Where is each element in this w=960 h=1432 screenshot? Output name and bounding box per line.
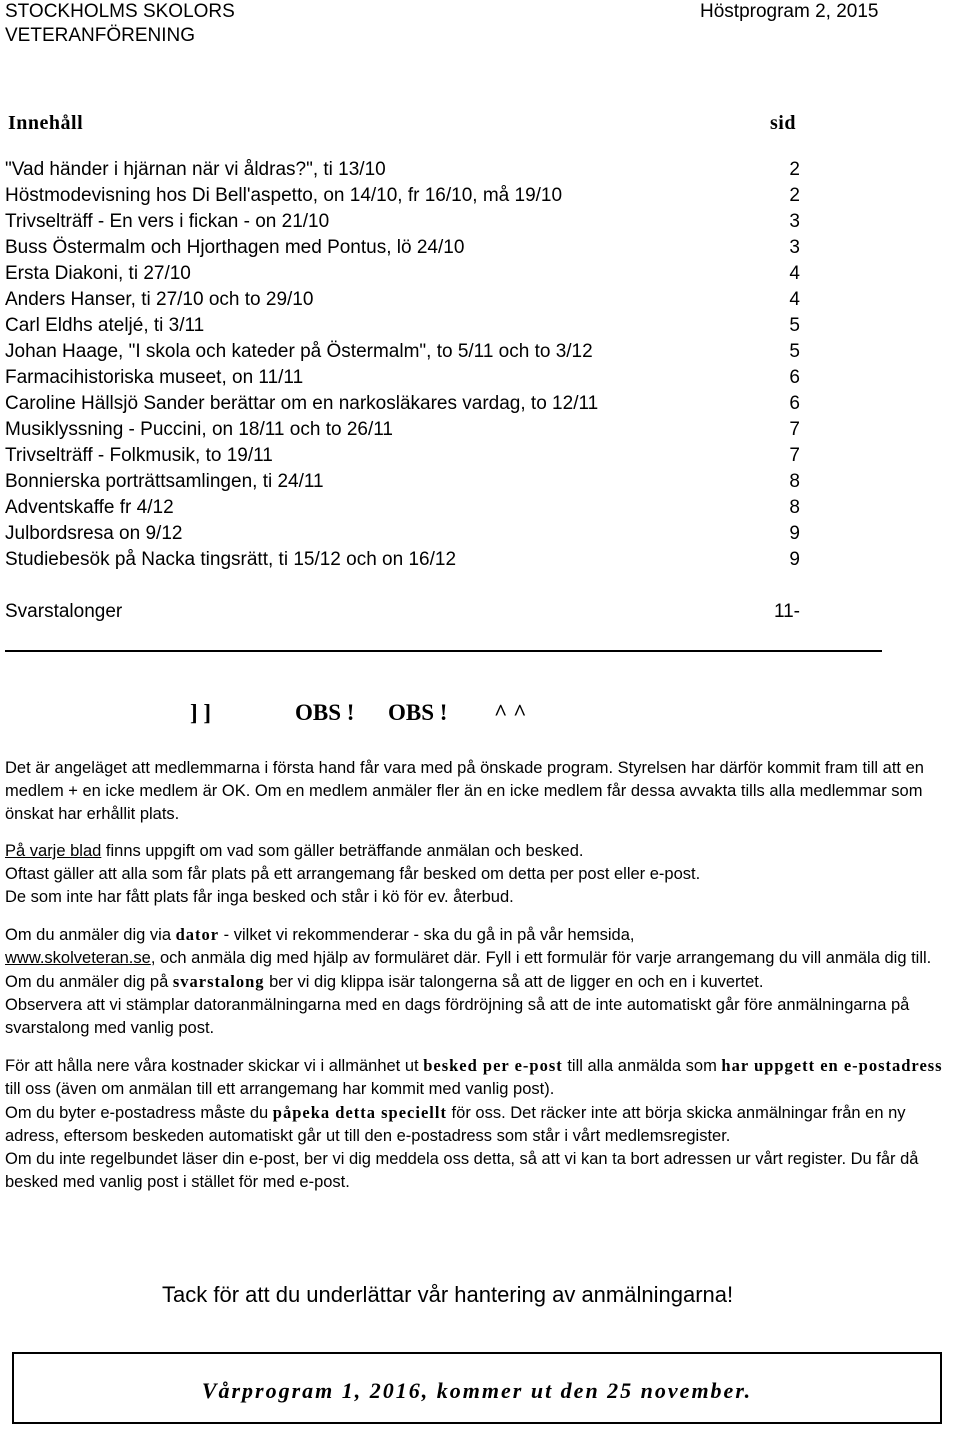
toc-title: Trivselträff - Folkmusik, to 19/11 — [5, 445, 273, 466]
toc-page: 8 — [789, 471, 800, 492]
paragraph-epost — [5, 1054, 960, 1101]
text-span: Om du byter e-postadress måste du — [5, 1104, 273, 1122]
toc-title: Buss Östermalm och Hjorthagen med Pontus, lö 24/10 — [5, 237, 465, 258]
toc-row — [5, 183, 800, 209]
toc-title: Svarstalonger — [5, 601, 123, 622]
toc-title: "Vad händer i hjärnan när vi åldras?", ti 13/10 — [5, 159, 386, 180]
toc-page: 6 — [789, 367, 800, 388]
table-of-contents — [5, 157, 800, 625]
toc-row — [5, 287, 800, 313]
text-span: till oss (även om anmälan till ett arrangemang har kommit med vanlig post). — [5, 1080, 555, 1098]
toc-row — [5, 547, 800, 573]
toc-page: 3 — [789, 237, 800, 258]
paragraph-las-epost: Om du inte regelbundet läser din e-post, ber vi dig meddela oss detta, så att vi kan ta bort adressen ur vårt register. Du får då besked med vanlig post i stället för med e-post. — [5, 1150, 919, 1191]
toc-page: 2 — [789, 185, 800, 206]
underlined-phrase: På varje blad — [5, 842, 102, 860]
toc-title: Höstmodevisning hos Di Bell'aspetto, on 14/10, fr 16/10, må 19/10 — [5, 185, 563, 206]
toc-heading: Innehåll — [8, 112, 84, 134]
toc-page: 3 — [789, 211, 800, 232]
toc-page: 5 — [789, 341, 800, 362]
toc-title: Ersta Diakoni, ti 27/10 — [5, 263, 191, 284]
toc-page: 9 — [789, 523, 800, 544]
toc-page: 11- — [773, 601, 800, 622]
toc-row — [5, 209, 800, 235]
text-span: - vilket vi rekommenderar - ska du gå in på vår hemsida, — [219, 926, 635, 944]
toc-page: 5 — [789, 315, 800, 336]
bold-phrase: har uppgett en e-postadress — [721, 1056, 943, 1075]
toc-title: Carl Eldhs ateljé, ti 3/11 — [5, 315, 205, 336]
paragraph-dator — [5, 923, 960, 970]
org-name-line1: STOCKHOLMS SKOLORS — [5, 1, 235, 22]
obs-right-marks: ^ ^ — [494, 700, 527, 725]
toc-page: 2 — [789, 159, 800, 180]
announcement-box — [12, 1352, 942, 1424]
toc-title: Adventskaffe fr 4/12 — [5, 497, 174, 518]
toc-row — [5, 469, 800, 495]
toc-page-heading: sid — [770, 112, 796, 134]
text-span: Om du anmäler dig via — [5, 926, 176, 944]
bold-phrase: svarstalong — [172, 972, 265, 991]
paragraph-priority: Det är angeläget att medlemmarna i första hand får vara med på önskade program. Styrelsen har därför kommit fram till att en medlem + en icke medlem är OK. Om en medlem anmäler fler än en icke medlem får dessa avvakta tills alla medlemmar som önskat har erhållit plats. — [5, 759, 924, 823]
paragraph-svarstalong — [5, 970, 960, 994]
bold-phrase: dator — [175, 925, 220, 944]
toc-row — [5, 313, 800, 339]
paragraph-besked-l3: De som inte har fått plats får inga besked och står i kö för ev. återbud. — [5, 888, 514, 906]
info-text — [5, 757, 960, 1194]
toc-row — [5, 261, 800, 287]
text-span: Om du anmäler dig på — [5, 973, 173, 991]
toc-row-svarstalonger — [5, 599, 800, 625]
toc-title: Farmacihistoriska museet, on 11/11 — [5, 367, 304, 388]
toc-title: Musiklyssning - Puccini, on 18/11 och to 26/11 — [5, 419, 393, 440]
org-name-line2: VETERANFÖRENING — [5, 25, 196, 46]
toc-page: 9 — [789, 549, 800, 570]
toc-page: 4 — [789, 263, 800, 284]
paragraph-besked — [5, 840, 960, 863]
paragraph-byter-epost — [5, 1101, 960, 1148]
toc-title: Anders Hanser, ti 27/10 och to 29/10 — [5, 289, 314, 310]
obs-left-marks: ] ] — [190, 700, 212, 725]
toc-title: Caroline Hällsjö Sander berättar om en narkosläkares vardag, to 12/11 — [5, 393, 599, 414]
toc-title: Johan Haage, "I skola och kateder på Östermalm", to 5/11 och to 3/12 — [5, 341, 593, 362]
website-link[interactable]: www.skolveteran.se — [5, 949, 151, 967]
thanks-line: Tack för att du underlättar vår hantering av anmälningarna! — [162, 1282, 734, 1307]
program-title: Höstprogram 2, 2015 — [700, 1, 879, 22]
obs-label-1: OBS ! — [295, 700, 355, 725]
toc-page: 7 — [789, 419, 800, 440]
text-span: finns uppgift om vad som gäller beträffande anmälan och besked. — [101, 842, 584, 860]
text-span: till alla anmälda som — [562, 1057, 722, 1075]
toc-row — [5, 235, 800, 261]
toc-page: 6 — [789, 393, 800, 414]
bold-phrase: besked per e-post — [423, 1056, 563, 1075]
toc-row — [5, 157, 800, 183]
paragraph-observera: Observera att vi stämplar datoranmälningarna med en dags fördröjning så att de inte automatiskt går före anmälningarna på svarstalong med vanlig post. — [5, 996, 910, 1037]
text-span: , och anmäla dig med hjälp av formuläret där. Fyll i ett formulär för varje arrangemang du vill anmäla dig till. — [150, 949, 932, 967]
announcement-text: Vårprogram 1, 2016, kommer ut den 25 november. — [201, 1378, 753, 1403]
toc-page: 4 — [789, 289, 800, 310]
toc-row — [5, 339, 800, 365]
obs-label-2: OBS ! — [388, 700, 448, 725]
text-span: För att hålla nere våra kostnader skickar vi i allmänhet ut — [5, 1057, 424, 1075]
toc-title: Julbordsresa on 9/12 — [5, 523, 183, 544]
toc-title: Trivselträff - En vers i fickan - on 21/10 — [5, 211, 330, 232]
toc-page: 8 — [789, 497, 800, 518]
toc-row — [5, 391, 800, 417]
text-span: för oss. Det räcker inte att börja skicka anmälningar från en ny adress, eftersom beskeden automatiskt går ut till den e-postadress som står i vårt medlemsregister. — [5, 1104, 906, 1145]
toc-row — [5, 521, 800, 547]
toc-title: Bonnierska porträttsamlingen, ti 24/11 — [5, 471, 324, 492]
toc-page: 7 — [789, 445, 800, 466]
text-span: ber vi dig klippa isär talongerna så att de ligger en och en i kuvertet. — [264, 973, 764, 991]
paragraph-besked-l2: Oftast gäller att alla som får plats på ett arrangemang får besked om detta per post eller e-post. — [5, 865, 701, 883]
bold-phrase: påpeka detta speciellt — [272, 1103, 447, 1122]
toc-title: Studiebesök på Nacka tingsrätt, ti 15/12 och on 16/12 — [5, 549, 457, 570]
toc-row — [5, 417, 800, 443]
divider-rule — [5, 650, 882, 652]
toc-row — [5, 495, 800, 521]
toc-row — [5, 443, 800, 469]
toc-row — [5, 365, 800, 391]
